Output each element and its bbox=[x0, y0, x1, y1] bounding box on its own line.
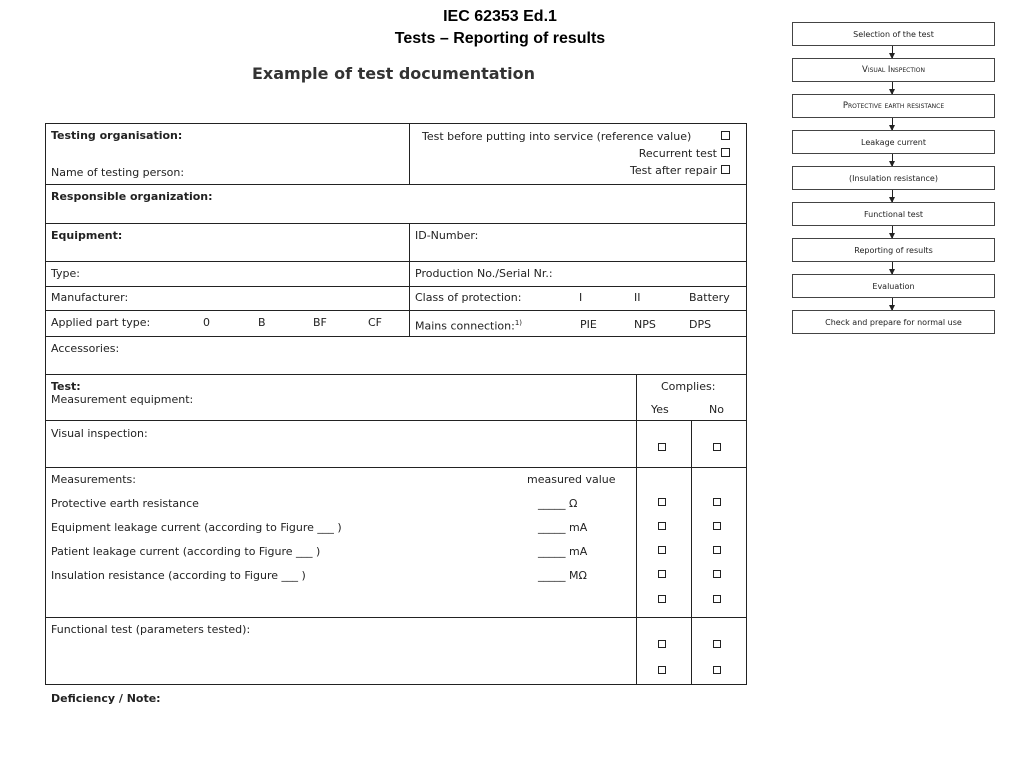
measurement-row-value[interactable]: _____ Ω bbox=[538, 497, 578, 510]
row-divider bbox=[45, 374, 747, 375]
flow-step-protective-earth: Protective earth resistance bbox=[792, 94, 995, 118]
manufacturer-label: Manufacturer: bbox=[51, 291, 129, 304]
deficiency-note-label: Deficiency / Note: bbox=[51, 692, 161, 705]
measurement-row-label: Protective earth resistance bbox=[51, 497, 199, 510]
class-option-ii[interactable]: II bbox=[634, 291, 641, 304]
measurement-row-label: Insulation resistance (according to Figure ___ ) bbox=[51, 569, 306, 582]
class-of-protection-label: Class of protection: bbox=[415, 291, 522, 304]
after-repair-checkbox[interactable] bbox=[721, 165, 730, 174]
accessories-label: Accessories: bbox=[51, 342, 120, 355]
id-number-label: ID-Number: bbox=[415, 229, 479, 242]
testing-person-label: Name of testing person: bbox=[51, 166, 185, 179]
complies-label: Complies: bbox=[661, 380, 716, 393]
col-divider bbox=[409, 223, 410, 336]
title-line-1: IEC 62353 Ed.1 bbox=[443, 8, 557, 25]
responsible-organization-label: Responsible organization: bbox=[51, 190, 213, 203]
functional-test-label: Functional test (parameters tested): bbox=[51, 623, 251, 636]
row-divider bbox=[45, 310, 747, 311]
flow-step-check-prepare: Check and prepare for normal use bbox=[792, 310, 995, 334]
row-divider bbox=[45, 467, 747, 468]
measurement-yes-checkbox[interactable] bbox=[658, 570, 666, 578]
flow-arrow bbox=[892, 190, 893, 202]
row-divider bbox=[45, 286, 747, 287]
test-before-checkbox[interactable] bbox=[721, 131, 730, 140]
flow-step-evaluation: Evaluation bbox=[792, 274, 995, 298]
yes-header: Yes bbox=[651, 403, 669, 416]
equipment-label: Equipment: bbox=[51, 229, 123, 242]
measurement-extra-yes-checkbox[interactable] bbox=[658, 595, 666, 603]
type-label: Type: bbox=[51, 267, 80, 280]
flow-step-reporting: Reporting of results bbox=[792, 238, 995, 262]
title-line-2: Tests – Reporting of results bbox=[394, 30, 606, 47]
measurement-no-checkbox[interactable] bbox=[713, 570, 721, 578]
measurement-row-label: Patient leakage current (according to Figure ___ ) bbox=[51, 545, 321, 558]
document-heading: Example of test documentation bbox=[252, 64, 536, 83]
flow-arrow bbox=[892, 262, 893, 274]
measurement-row-value[interactable]: _____ mA bbox=[538, 545, 588, 558]
applied-part-type-label: Applied part type: bbox=[51, 316, 151, 329]
flow-arrow bbox=[892, 154, 893, 166]
row-divider bbox=[45, 223, 747, 224]
functional-no-checkbox-2[interactable] bbox=[713, 666, 721, 674]
flow-arrow bbox=[892, 226, 893, 238]
measurement-row-label: Equipment leakage current (according to Figure ___ ) bbox=[51, 521, 342, 534]
row-divider bbox=[45, 261, 747, 262]
test-before-label: Test before putting into service (reference value) bbox=[422, 130, 692, 143]
applied-option-b[interactable]: B bbox=[258, 316, 266, 329]
measurements-label: Measurements: bbox=[51, 473, 136, 486]
measurement-no-checkbox[interactable] bbox=[713, 498, 721, 506]
applied-option-cf[interactable]: CF bbox=[368, 316, 383, 329]
visual-inspection-yes-checkbox[interactable] bbox=[658, 443, 666, 451]
applied-option-0[interactable]: 0 bbox=[203, 316, 210, 329]
measurement-no-checkbox[interactable] bbox=[713, 546, 721, 554]
measurement-equipment-label: Measurement equipment: bbox=[51, 393, 194, 406]
row-divider bbox=[45, 617, 747, 618]
mains-option-dps[interactable]: DPS bbox=[689, 318, 712, 331]
flow-arrow bbox=[892, 82, 893, 94]
recurrent-test-label: Recurrent test bbox=[638, 147, 717, 160]
applied-option-bf[interactable]: BF bbox=[313, 316, 327, 329]
flow-step-functional-test: Functional test bbox=[792, 202, 995, 226]
measured-value-header: measured value bbox=[527, 473, 616, 486]
measurement-row-value[interactable]: _____ mA bbox=[538, 521, 588, 534]
measurement-row-value[interactable]: _____ MΩ bbox=[538, 569, 587, 582]
class-option-battery[interactable]: Battery bbox=[689, 291, 730, 304]
mains-option-pie[interactable]: PIE bbox=[580, 318, 597, 331]
production-number-label: Production No./Serial Nr.: bbox=[415, 267, 553, 280]
flow-arrow bbox=[892, 46, 893, 58]
mains-footnote-mark: 1) bbox=[514, 319, 522, 327]
row-divider bbox=[45, 420, 747, 421]
functional-yes-checkbox[interactable] bbox=[658, 640, 666, 648]
col-divider bbox=[691, 420, 692, 685]
row-divider bbox=[45, 336, 747, 337]
measurement-no-checkbox[interactable] bbox=[713, 522, 721, 530]
col-divider bbox=[636, 374, 637, 685]
flow-arrow bbox=[892, 118, 893, 130]
functional-yes-checkbox-2[interactable] bbox=[658, 666, 666, 674]
col-divider bbox=[409, 123, 410, 184]
row-divider bbox=[45, 184, 747, 185]
recurrent-test-checkbox[interactable] bbox=[721, 148, 730, 157]
measurement-yes-checkbox[interactable] bbox=[658, 498, 666, 506]
measurement-extra-no-checkbox[interactable] bbox=[713, 595, 721, 603]
flow-arrow bbox=[892, 298, 893, 310]
measurement-yes-checkbox[interactable] bbox=[658, 546, 666, 554]
visual-inspection-label: Visual inspection: bbox=[51, 427, 148, 440]
no-header: No bbox=[709, 403, 724, 416]
functional-no-checkbox[interactable] bbox=[713, 640, 721, 648]
flow-step-visual-inspection: Visual Inspection bbox=[792, 58, 995, 82]
flow-step-leakage-current: Leakage current bbox=[792, 130, 995, 154]
mains-connection-label bbox=[415, 317, 522, 333]
test-label: Test: bbox=[51, 380, 81, 393]
measurement-yes-checkbox[interactable] bbox=[658, 522, 666, 530]
flow-step-selection: Selection of the test bbox=[792, 22, 995, 46]
testing-organisation-label: Testing organisation: bbox=[51, 129, 183, 142]
mains-connection-text: Mains connection: bbox=[415, 319, 515, 333]
class-option-i[interactable]: I bbox=[579, 291, 583, 304]
after-repair-label: Test after repair bbox=[629, 164, 717, 177]
visual-inspection-no-checkbox[interactable] bbox=[713, 443, 721, 451]
flow-step-insulation-resistance: (Insulation resistance) bbox=[792, 166, 995, 190]
mains-option-nps[interactable]: NPS bbox=[634, 318, 656, 331]
